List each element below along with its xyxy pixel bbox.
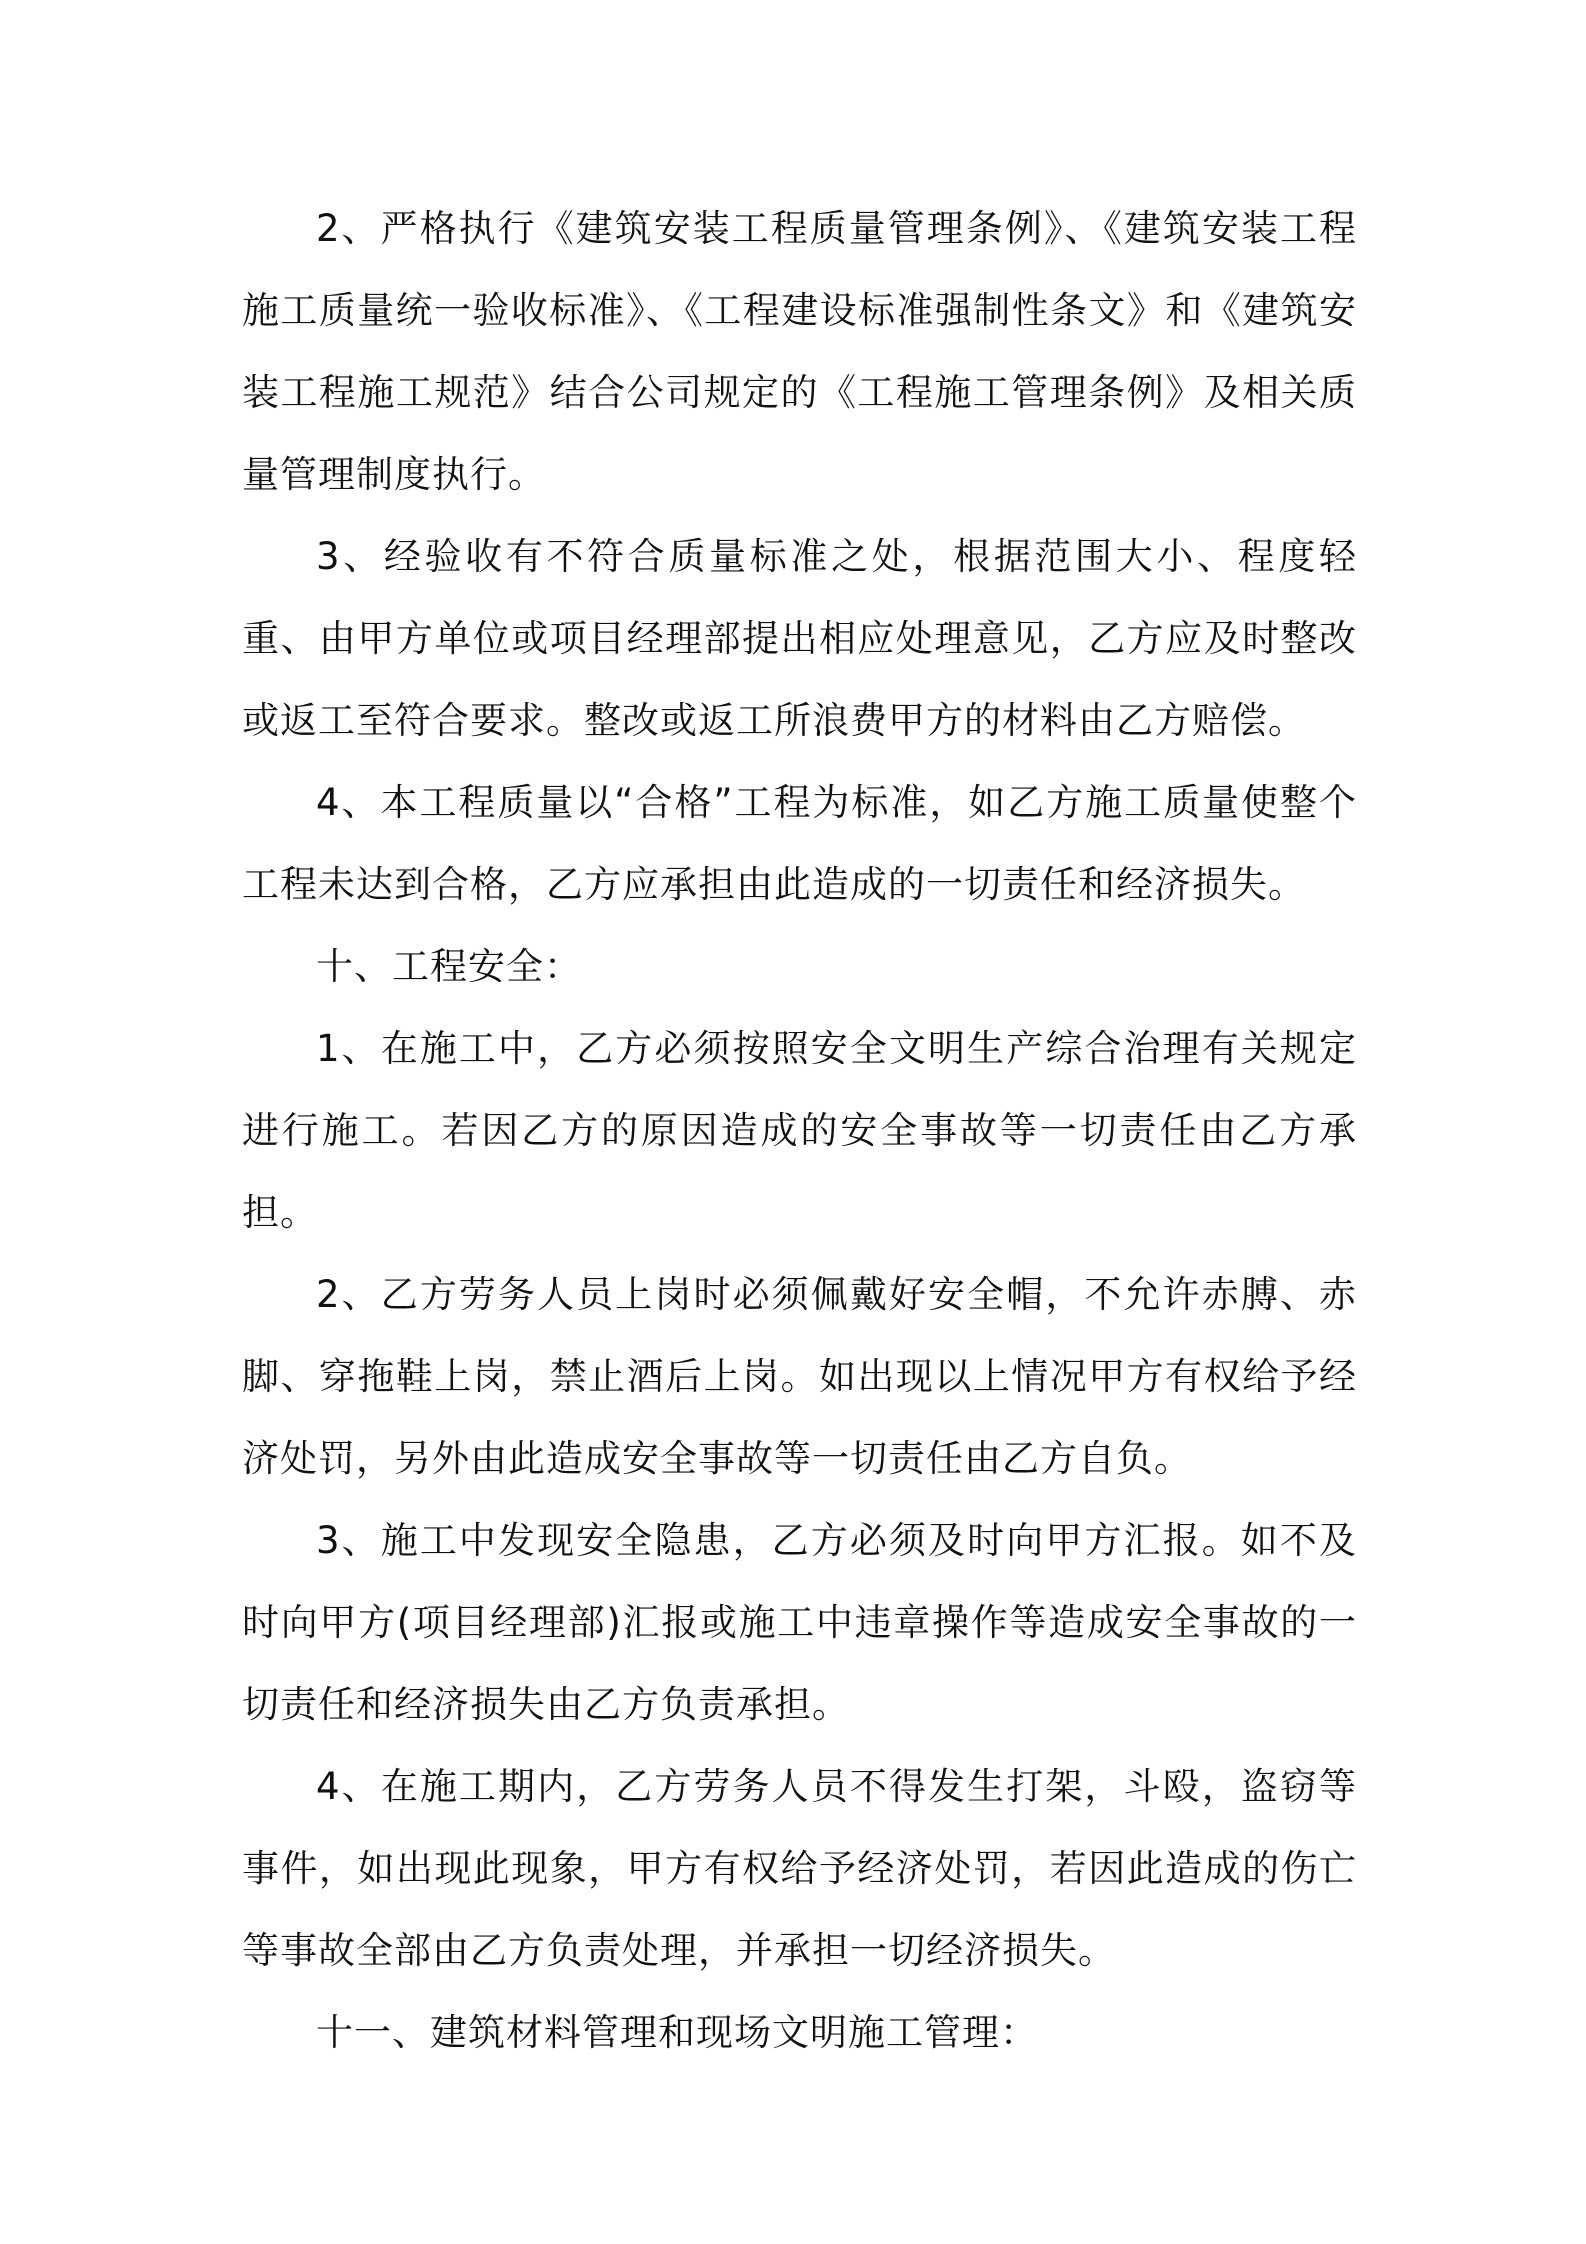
safety-clause-4: 4、在施工期内，乙方劳务人员不得发生打架，斗殴，盗窃等事件，如出现此现象，甲方有权给予经济处罚，若因此造成的伤亡等事故全部由乙方负责处理，并承担一切经济损失。	[242, 1765, 1357, 1972]
safety-clause-1: 1、在施工中，乙方必须按照安全文明生产综合治理有关规定进行施工。若因乙方的原因造成的安全事故等一切责任由乙方承担。	[242, 1027, 1357, 1234]
section-10-heading: 十、工程安全：	[316, 945, 582, 988]
clause-4-quality-target: 4、本工程质量以“合格”工程为标准，如乙方施工质量使整个工程未达到合格，乙方应承担由此造成的一切责任和经济损失。	[242, 781, 1357, 906]
document-body	[242, 188, 1357, 2074]
safety-clause-3: 3、施工中发现安全隐患，乙方必须及时向甲方汇报。如不及时向甲方(项目经理部)汇报或施工中违章操作等造成安全事故的一切责任和经济损失由乙方负责承担。	[242, 1519, 1357, 1726]
clause-2-quality-standards: 2、严格执行《建筑安装工程质量管理条例》、《建筑安装工程施工质量统一验收标准》、《工程建设标准强制性条文》和《建筑安装工程施工规范》结合公司规定的《工程施工管理条例》及相关质量管理制度执行。	[242, 207, 1357, 496]
clause-3-inspection-rectification: 3、经验收有不符合质量标准之处，根据范围大小、程度轻重、由甲方单位或项目经理部提出相应处理意见，乙方应及时整改或返工至符合要求。整改或返工所浪费甲方的材料由乙方赔偿。	[242, 535, 1357, 742]
section-11-heading: 十一、建筑材料管理和现场文明施工管理：	[316, 2011, 1038, 2054]
safety-clause-2: 2、乙方劳务人员上岗时必须佩戴好安全帽，不允许赤膊、赤脚、穿拖鞋上岗，禁止酒后上岗。如出现以上情况甲方有权给予经济处罚，另外由此造成安全事故等一切责任由乙方自负。	[242, 1273, 1357, 1480]
